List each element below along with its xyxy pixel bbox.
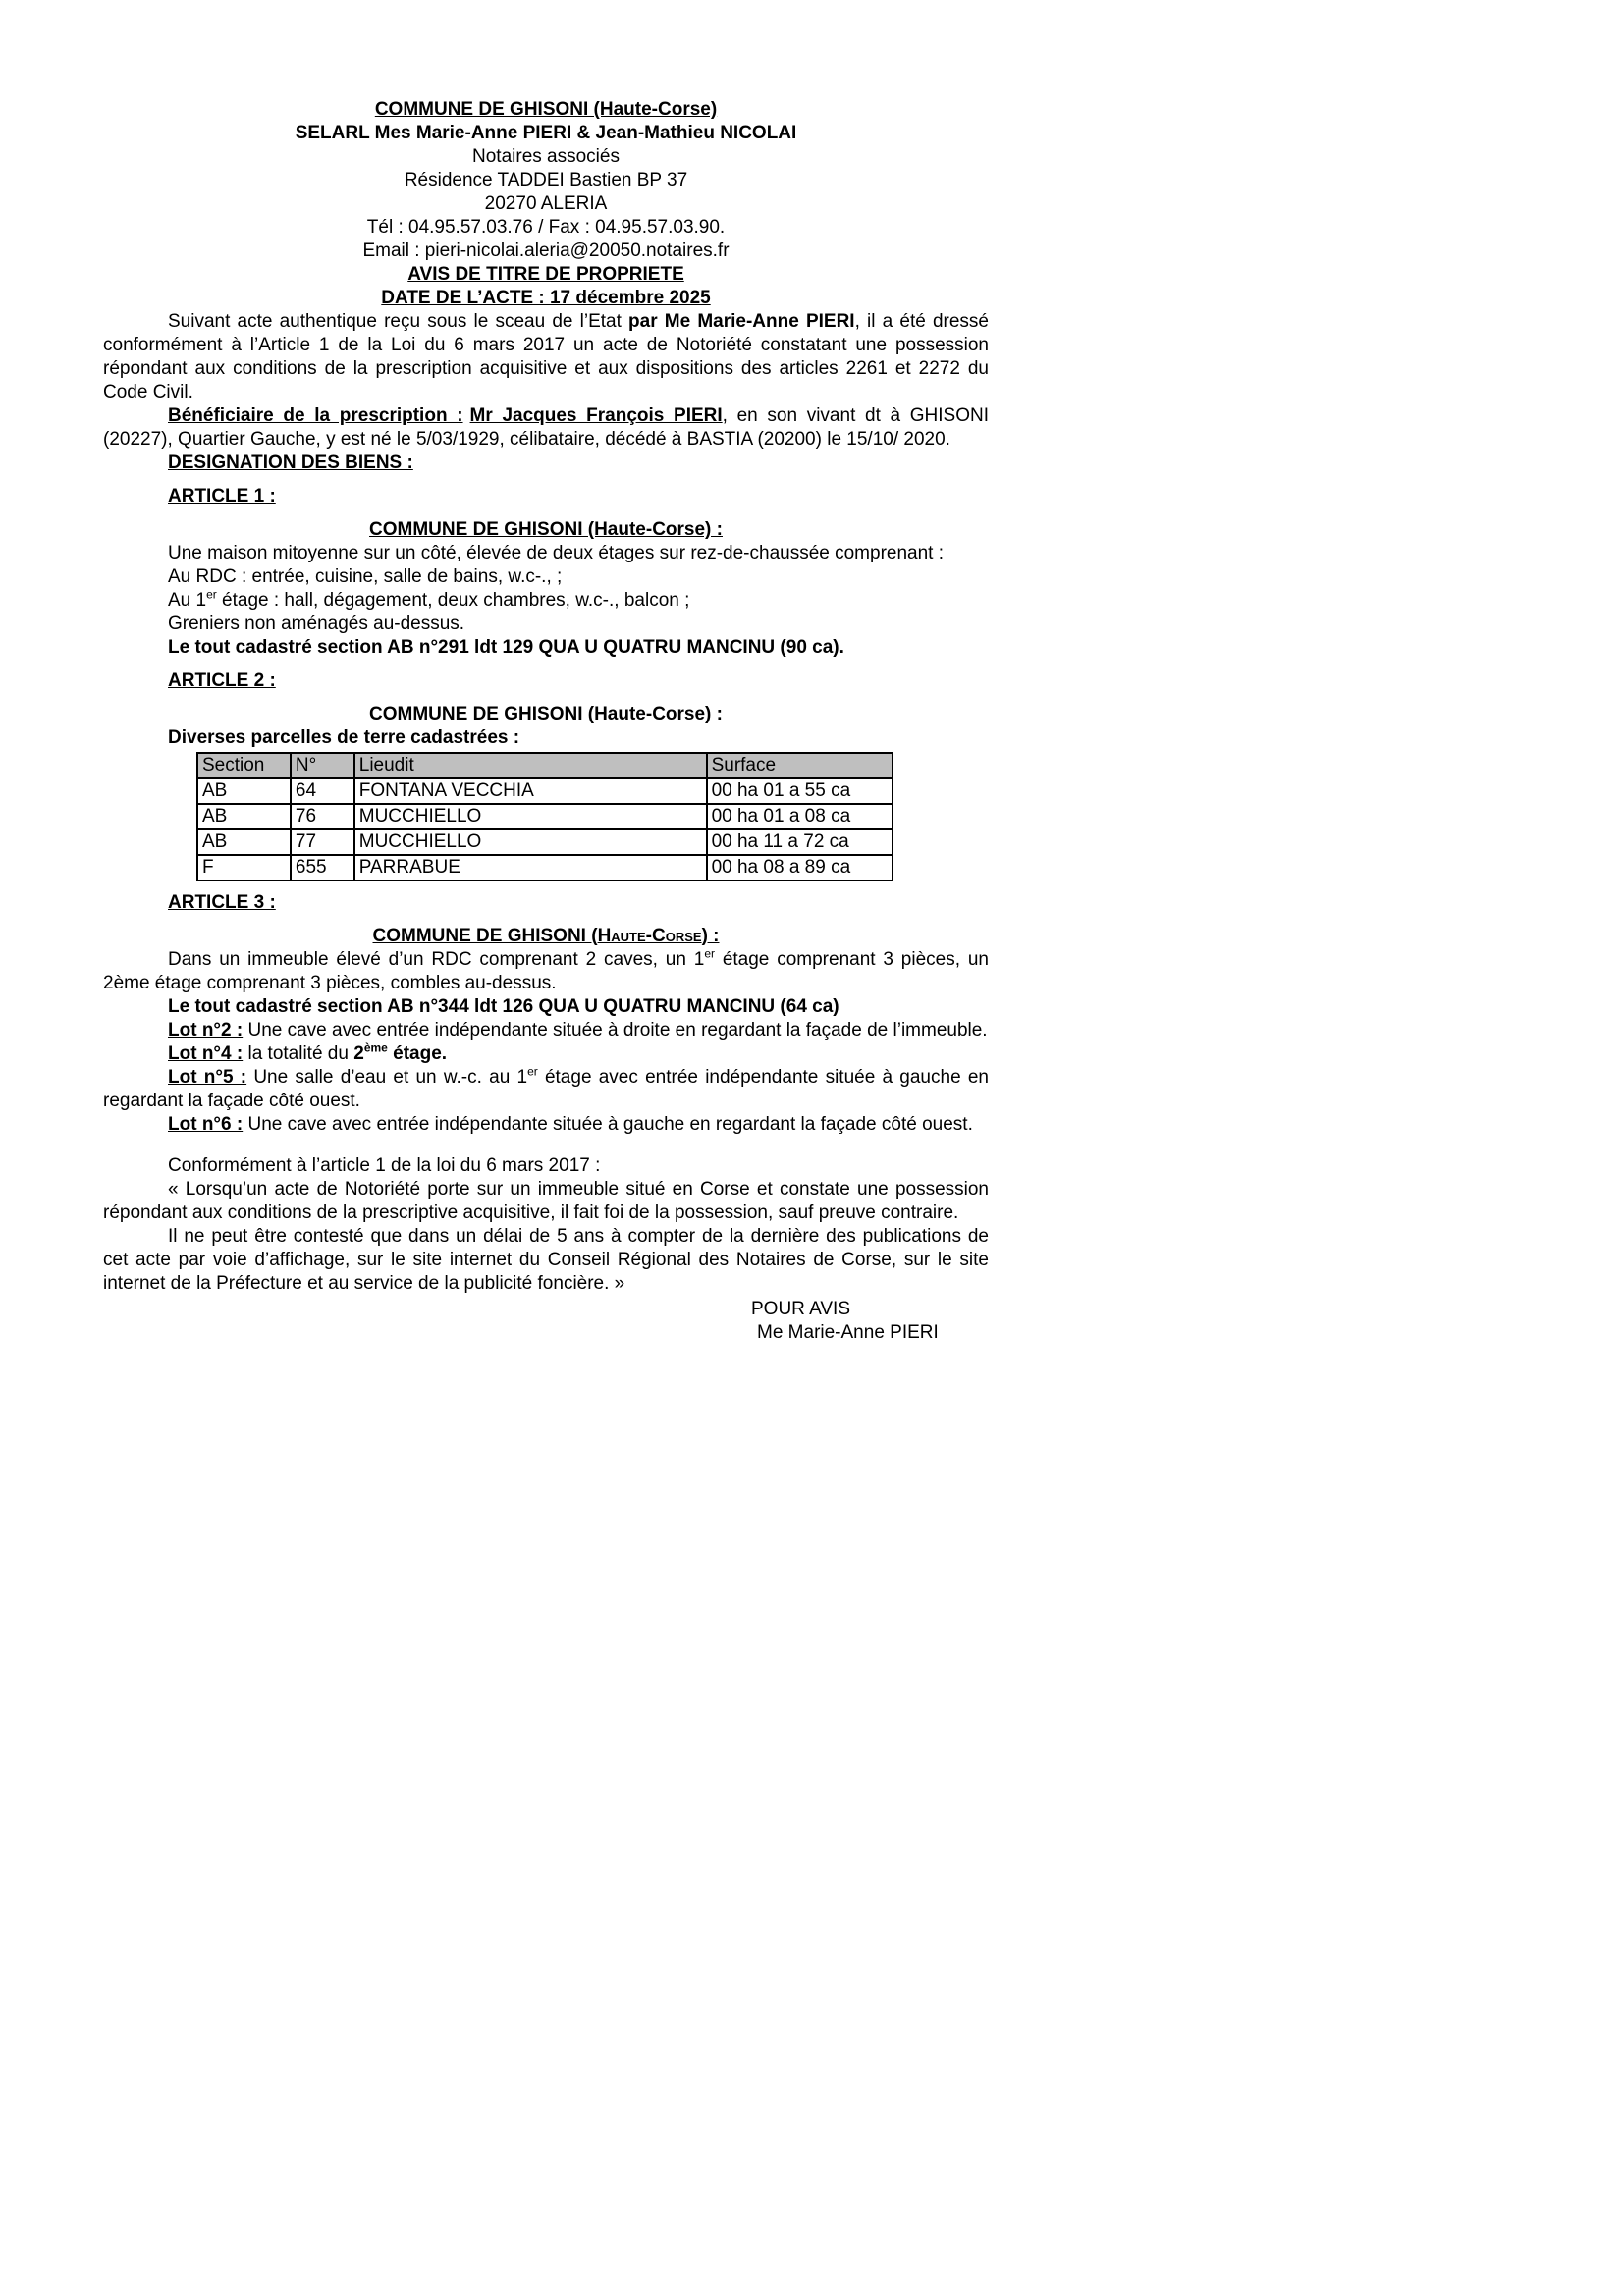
lot5-text-pre: Une salle d’eau et un w.-c. au 1 — [246, 1067, 528, 1088]
lot4-label: Lot n°4 : — [168, 1043, 244, 1064]
lot6-text: Une cave avec entrée indépendante située à gauche en regardant la façade côté ouest. — [243, 1114, 973, 1135]
lot4-text: la totalité du — [243, 1043, 354, 1064]
pour-avis-line: POUR AVIS — [751, 1299, 851, 1319]
lot4-bold-post: étage. — [387, 1043, 448, 1064]
table-row — [197, 804, 893, 829]
cell-number: 76 — [291, 804, 354, 829]
closing-paragraph-1: « Lorsqu’un acte de Notoriété porte sur un immeuble situé en Corse et constate une possession répondant aux conditions de la prescriptive acquisitive, il fait foi de la possession, sauf preuve contraire. — [103, 1179, 989, 1223]
cell-section: AB — [197, 804, 291, 829]
lot2-label: Lot n°2 : — [168, 1020, 244, 1041]
article1-cadastre-line: Le tout cadastré section AB n°291 ldt 129 QUA U QUATRU MANCINU (90 ca). — [168, 637, 844, 658]
intro-text-end: , il a été dressé conformément à l’Article 1 de la Loi du 6 mars 2017 un acte de Notoriété constatant une possession répondant aux conditions de la prescription acquisitive et aux dispositions des articles 2261 et 2272 du Code Civil. — [103, 311, 989, 402]
cell-lieudit: FONTANA VECCHIA — [354, 778, 707, 804]
lot5-sup: er — [527, 1064, 538, 1079]
cell-number: 77 — [291, 829, 354, 855]
phone-fax-line: Tél : 04.95.57.03.76 / Fax : 04.95.57.03.90. — [366, 217, 726, 238]
column-header-number: N° — [291, 753, 354, 778]
closing-paragraph-2: Il ne peut être contesté que dans un délai de 5 ans à compter de la dernière des publications de cet acte par voie d’affichage, sur le site internet du Conseil Régional des Notaires de Corse, sur le site internet de la Préfecture et au service de la publicité foncière. » — [103, 1226, 989, 1294]
beneficiary-details: , en son vivant dt à GHISONI (20227), Quartier Gauche, y est né le 5/03/1929, célibataire, décédé à BASTIA (20200) le 15/10/ 2020. — [103, 405, 990, 450]
article1-commune-heading: COMMUNE DE GHISONI (Haute-Corse) : — [369, 519, 723, 540]
notary-firm-name: SELARL Mes Marie-Anne PIERI & Jean-Mathieu NICOLAI — [295, 123, 797, 143]
cell-lieudit: MUCCHIELLO — [354, 829, 707, 855]
lot6-label: Lot n°6 : — [168, 1114, 244, 1135]
table-row — [197, 855, 893, 881]
lot5-text-post: étage avec entrée indépendante située à gauche en regardant la façade côté ouest. — [103, 1067, 989, 1111]
article1-line-3 — [103, 589, 989, 613]
notaires-line: Notaires associés — [472, 146, 620, 167]
article3-heading: ARTICLE 3 : — [168, 892, 276, 913]
address-line-2: 20270 ALERIA — [484, 193, 608, 214]
article2-commune-heading: COMMUNE DE GHISONI (Haute-Corse) : — [369, 704, 723, 724]
article3-commune-smallcaps: Haute-Corse — [597, 926, 702, 946]
lot5-label: Lot n°5 : — [168, 1067, 247, 1088]
article1-line-2: Au RDC : entrée, cuisine, salle de bains, w.c-., ; — [168, 566, 563, 587]
column-header-section: Section — [197, 753, 291, 778]
article1-line-4: Greniers non aménagés au-dessus. — [168, 614, 465, 634]
cell-lieudit: PARRABUE — [354, 855, 707, 881]
cell-surface: 00 ha 01 a 55 ca — [707, 778, 893, 804]
column-header-lieudit: Lieudit — [354, 753, 707, 778]
address-line-1: Résidence TADDEI Bastien BP 37 — [404, 170, 688, 190]
lot2-text: Une cave avec entrée indépendante située à droite en regardant la façade de l’immeuble. — [243, 1020, 988, 1041]
article1-line3-sup: er — [206, 587, 217, 602]
article1-line3-pre: Au 1 — [168, 590, 207, 611]
beneficiary-paragraph — [103, 404, 989, 452]
cell-section: F — [197, 855, 291, 881]
table-row — [197, 778, 893, 804]
article3-para-post: étage comprenant 3 pièces, un 2ème étage comprenant 3 pièces, combles au-dessus. — [103, 949, 989, 993]
article3-para-pre: Dans un immeuble élevé d’un RDC comprenant 2 caves, un 1 — [168, 949, 705, 970]
article1-heading: ARTICLE 1 : — [168, 486, 276, 507]
email-line: Email : pieri-nicolai.aleria@20050.notaires.fr — [362, 240, 730, 261]
signature-block — [751, 1298, 989, 1345]
parcels-table-header-row — [197, 753, 893, 778]
intro-text-start: Suivant acte authentique reçu sous le sceau de l’Etat — [168, 311, 629, 332]
beneficiary-label: Bénéficiaire de la prescription : — [168, 405, 463, 426]
cell-surface: 00 ha 08 a 89 ca — [707, 855, 893, 881]
intro-notary-name: par Me Marie-Anne PIERI — [628, 311, 855, 332]
article2-heading: ARTICLE 2 : — [168, 670, 276, 691]
designation-heading: DESIGNATION DES BIENS : — [168, 453, 413, 473]
act-date-line: DATE DE L’ACTE : 17 décembre 2025 — [381, 288, 711, 308]
article3-commune-pre: COMMUNE DE GHISONI ( — [372, 926, 598, 946]
article3-paragraph — [103, 948, 989, 995]
cell-section: AB — [197, 829, 291, 855]
letterhead — [103, 98, 989, 310]
lot4-paragraph — [103, 1042, 989, 1066]
lot5-paragraph — [103, 1066, 989, 1113]
cell-surface: 00 ha 11 a 72 ca — [707, 829, 893, 855]
commune-header: COMMUNE DE GHISONI (Haute-Corse) — [374, 99, 718, 120]
lot4-bold-tail — [353, 1043, 447, 1064]
table-row — [197, 829, 893, 855]
signatory-name: Me Marie-Anne PIERI — [757, 1322, 939, 1343]
article3-commune-post: ) : — [701, 926, 720, 946]
parcels-table — [196, 752, 893, 881]
closing-intro-line: Conformément à l’article 1 de la loi du 6 mars 2017 : — [168, 1155, 601, 1176]
cell-section: AB — [197, 778, 291, 804]
article3-cadastre-line: Le tout cadastré section AB n°344 ldt 126 QUA U QUATRU MANCINU (64 ca) — [168, 996, 839, 1017]
article1-line-1: Une maison mitoyenne sur un côté, élevée de deux étages sur rez-de-chaussée comprenant : — [168, 543, 945, 563]
lot2-paragraph — [103, 1019, 989, 1042]
lot4-bold-sup: ème — [363, 1041, 388, 1055]
cell-lieudit: MUCCHIELLO — [354, 804, 707, 829]
lot6-paragraph — [103, 1113, 989, 1137]
lot4-bold-pre: 2 — [353, 1043, 364, 1064]
beneficiary-name: Mr Jacques François PIERI — [469, 405, 723, 426]
article3-para-sup: er — [704, 946, 715, 961]
notice-title: AVIS DE TITRE DE PROPRIETE — [407, 264, 684, 285]
column-header-surface: Surface — [707, 753, 893, 778]
cell-number: 655 — [291, 855, 354, 881]
article2-intro-line: Diverses parcelles de terre cadastrées : — [168, 727, 520, 748]
cell-surface: 00 ha 01 a 08 ca — [707, 804, 893, 829]
article3-commune-heading — [103, 925, 989, 948]
article1-line3-post: étage : hall, dégagement, deux chambres, w.c-., balcon ; — [216, 590, 690, 611]
cell-number: 64 — [291, 778, 354, 804]
intro-paragraph — [103, 310, 989, 404]
